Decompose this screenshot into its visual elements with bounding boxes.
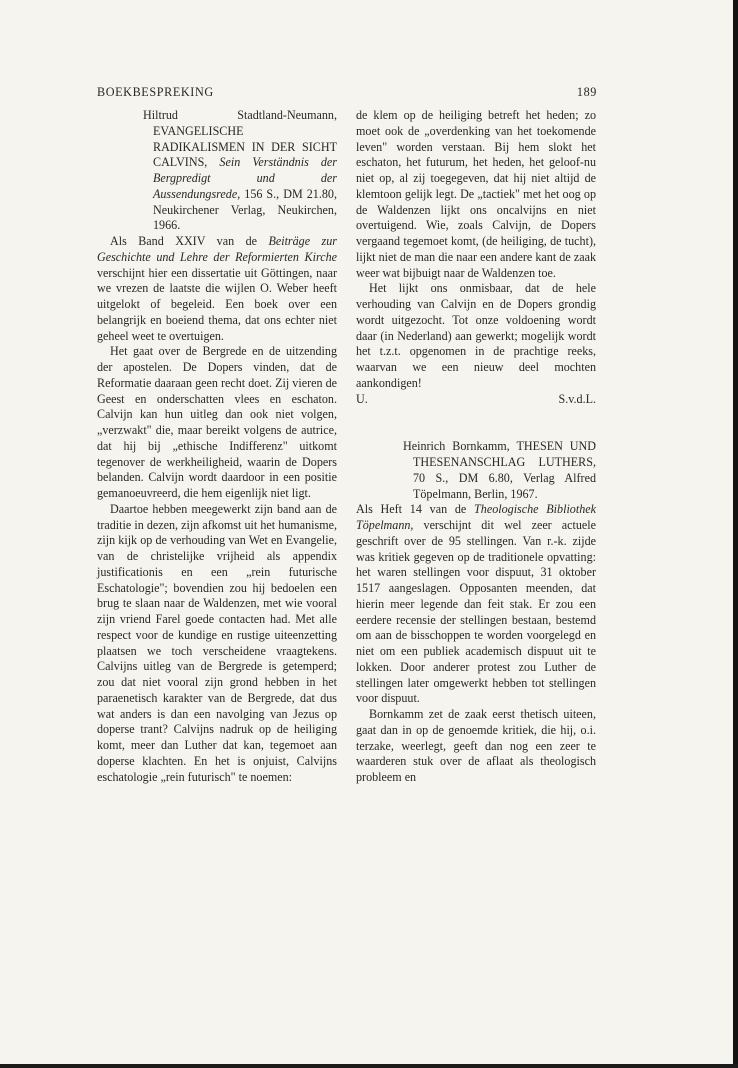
review1-paragraph-3: Daartoe hebben meegewerkt zijn band aan de traditie in dezen, zijn afkomst uit het humanisme, zijn kijk op de verhouding van Wet en Evangelie, van de christelijke vrijheid als appendix justificationis en een „rein futurische Eschatologie"; bovendien zou hij bedoelen een brug te slaan naar de Waldenzen, met wie vooral zijn vriend Farel goede contacten had. Met alle respect voor de kundige en rustige uiteenzetting plaatsen we toch verscheidene vraagtekens. Calvijns uitleg van de Bergrede is getemperd; zou dat niet vooral zijn grond hebben in het paraenetisch karakter van de Bergrede, dat dus wat anders is dan een navolging van Jezus op doperse trant? Calvijns nadruk op de heiliging komt, meer dan Luther dat kan, tegemoet aan doperse klachten. En het is onjuist, Calvijns eschatologie „rein futurisch" te noemen: — [97, 501, 337, 784]
review1-signature-initial: U. — [356, 391, 368, 406]
review1-details: 156 S., DM 21.80, Neukirchener Verlag, Neukirchen, 1966. — [153, 186, 337, 233]
review1-signature-reviewer: S.v.d.L. — [558, 391, 596, 406]
right-column — [356, 108, 596, 786]
page-header — [97, 85, 597, 100]
review2-paragraph-1 — [356, 502, 596, 707]
review2-author: Heinrich Bornkamm, — [403, 439, 510, 454]
review1-p1-start: Als Band XXIV van de — [110, 234, 257, 248]
review1-series-title: Beiträge zur Geschichte und Lehre der Reformierten Kirche — [97, 234, 337, 264]
scan-border-bottom — [0, 1064, 738, 1068]
review1-p1-rest: verschijnt hier een dissertatie uit Göttingen, naar we vrezen de laatste die wijlen O. Weber heeft uitgelokt of begeleid. Een boek over een belangrijk en boeiend thema, dat ons echter niet geheel weet te overtuigen. — [97, 265, 337, 343]
left-column — [97, 108, 337, 785]
review1-reference — [143, 108, 337, 234]
review2-series-title: Theologische Bibliothek Töpelmann, — [356, 502, 596, 532]
review1-subtitle: Sein Verständnis der Bergpredigt und der Aussendungsrede, — [153, 155, 337, 201]
review1-signature — [356, 392, 596, 408]
review1-paragraph-4: de klem op de heiliging betreft het heden; zo moet ook de „overdenking van het toekomende leven" worden verstaan. Bij hem slokt het eschaton, het futurum, het heden, het geloof-nu niet op, al zij toegegeven, dat hij niet altijd de klemtoon gelijk legt. De „tactiek" met het oog op de Waldenzen lijkt ons oncalvijns en niet overtuigend. Wie, zoals Calvijn, de Dopers vergaand tegemoet komt, (de heiliging, de tucht), lijkt niet de man die naar een andere kant de zaak weer wat bijbuigt naar de Waldenzen toe. — [356, 108, 596, 280]
review1-paragraph-1 — [97, 234, 337, 344]
running-title: BOEKBESPREKING — [97, 85, 214, 99]
review1-title: EVANGELISCHE RADIKALISMEN IN DER SICHT CALVINS, — [153, 123, 337, 170]
scan-border-right — [733, 0, 738, 1068]
review2-title: THESEN UND THESENANSCHLAG LUTHERS, — [413, 439, 596, 469]
review2-p1-rest: verschijnt dit wel zeer actuele geschrift over de 95 stellingen. Van r.-k. zijde was kritiek gegeven op de traditionele opvatting: het waren stellingen voor dispuut, 31 oktober 1517 aangeslagen. Opposanten meenden, dat hierin meer legende dan feit stak. Er zou een eerdere recensie der stellingen bestaan, bestemd om aan de bisschoppen te worden voorgelegd en niet om een publiek academisch dispuut uit te lokken. Door anderer protest zou Luther de stellingen later omgewerkt hebben tot stellingen voor dispuut. — [356, 518, 596, 706]
review1-author: Hiltrud Stadtland-Neumann, — [143, 108, 337, 122]
review2-reference — [403, 439, 596, 502]
review2-p1-start: Als Heft 14 van de — [356, 502, 467, 517]
review2-details: 70 S., DM 6.80, Verlag Alfred Töpelmann, Berlin, 1967. — [413, 470, 596, 501]
review-separator — [356, 407, 596, 439]
review1-paragraph-2: Het gaat over de Bergrede en de uitzending der apostelen. De Dopers vinden, dat de Reformatie daaraan geen recht doet. Zij vieren de Geest en onderschatten vlees en eschaton. Calvijn kan hun uitleg dan ook niet volgen, „verzwakt" die, maar bereikt volgens de autrice, dat hij bij „ethische Indifferenz" uitkomt tegenover de werkheiligheid, waarin de Dopers belanden. Calvijn wordt daardoor in een positie gemanoeuvreerd, die hem eigenlijk niet ligt. — [97, 344, 337, 500]
page-number: 189 — [576, 85, 597, 99]
review1-paragraph-5: Het lijkt ons onmisbaar, dat de hele verhouding van Calvijn en de Dopers grondig wordt uitgezocht. Tot onze voldoening wordt daar (in Nederland) aan gewerkt; mogelijk wordt het t.z.t. opgenomen in de prachtige reeks, waarvan we een nieuw deel mochten aankondigen! — [356, 281, 596, 390]
review2-paragraph-2: Bornkamm zet de zaak eerst thetisch uiteen, gaat dan in op de genoemde kritiek, die hij, o.i. terzake, weerlegt, geeft dan nog een zeer te waarderen stuk over de aflaat als theologisch probleem en — [356, 707, 596, 784]
